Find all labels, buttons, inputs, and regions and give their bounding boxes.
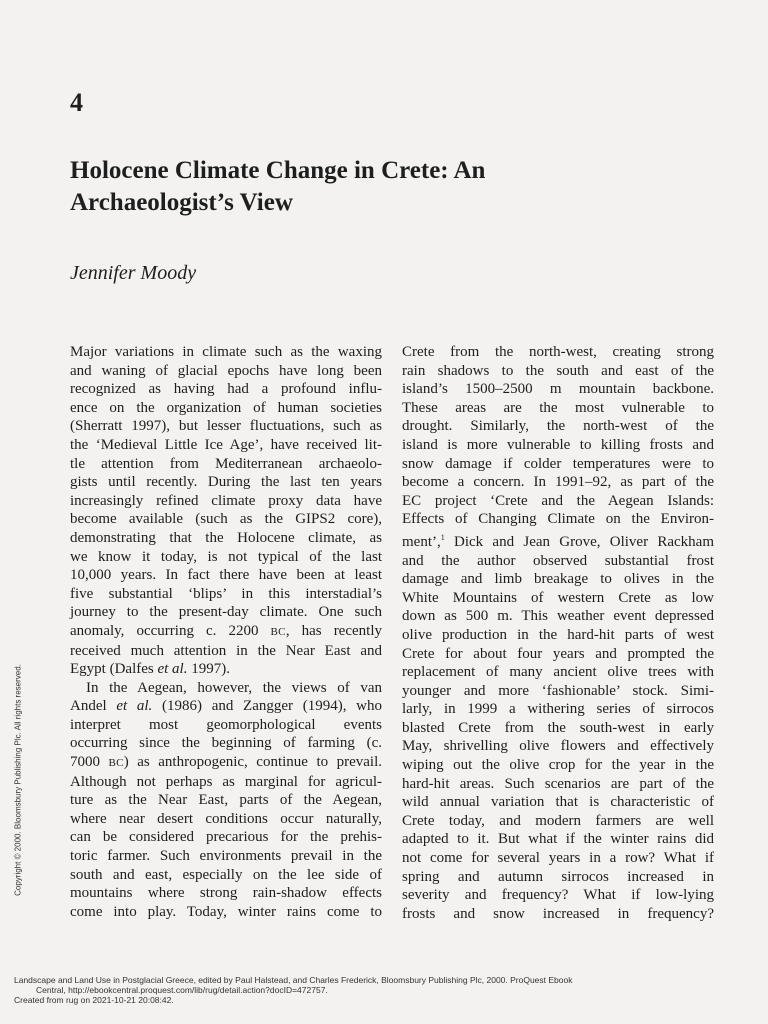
text-line: and waning of glacial epochs have long been [70, 362, 382, 379]
text-line: not come for several years in a row? What if [402, 850, 714, 867]
text-line: island is more vulnerable to killing frosts and [402, 436, 714, 453]
text-line: Effects of Changing Climate on the Environ- [402, 511, 714, 528]
text-line: toric farmer. Such environments prevail in the [70, 848, 382, 865]
text-line: mountains where strong rain-shadow effects [70, 885, 382, 902]
chapter-title-line-1: Holocene Climate Change in Crete: An [70, 157, 486, 184]
text-line: down as 500 m. This weather event depressed [402, 608, 714, 625]
text-line: blasted Crete from the south-west in early [402, 719, 714, 736]
text-line: come into play. Today, winter rains come to [70, 903, 382, 920]
chapter-number: 4 [70, 88, 83, 117]
text-line: rain shadows to the south and east of the [402, 362, 714, 379]
text-line: become a concern. In 1991–92, as part of the [402, 474, 714, 491]
text-line: Major variations in climate such as the waxing [70, 344, 382, 360]
text-line: spring and autumn sirrocos increased in [402, 868, 714, 885]
footer-url: Central, http://ebookcentral.proquest.com/lib/rug/detail.action?docID=472757. [36, 985, 328, 995]
text-line: larly, in 1999 a withering series of sirrocos [402, 701, 714, 718]
text-line: anomaly, occurring c. 2200 BC, has recently [70, 622, 382, 639]
chapter-title-line-2: Archaeologist’s View [70, 189, 293, 216]
page-footer [14, 975, 754, 1005]
text-line: damage and limb breakage to olives in the [402, 571, 714, 588]
text-line: Egypt (Dalfes et al. 1997). [70, 661, 230, 678]
text-line: adapted to it. But what if the winter rains did [402, 831, 714, 848]
text-line: we know it today, is not typical of the last [70, 548, 382, 565]
text-line: the ‘Medieval Little Ice Age’, have received lit- [70, 436, 382, 453]
text-line: drought. Similarly, the north-west of the [402, 418, 714, 435]
text-line: frosts and snow increased in frequency? [402, 905, 714, 922]
text-line: tle attention from Mediterranean archaeolo- [70, 455, 382, 472]
text-line: demonstrating that the Holocene climate, as [70, 529, 382, 546]
text-line: become available (such as the GIPS2 core), [70, 511, 382, 528]
text-line: increasingly refined climate proxy data have [70, 492, 382, 509]
text-line: These areas are the most vulnerable to [402, 399, 714, 416]
text-line: ture as the Near East, parts of the Aegean, [70, 792, 382, 809]
text-line: Crete for about four years and prompted the [402, 645, 714, 662]
text-line: five substantial ‘blips’ in this interstadial’s [70, 585, 382, 602]
text-line: recognized as having had a profound influ- [70, 381, 382, 398]
text-line: younger and more ‘fashionable’ stock. Simi- [402, 682, 714, 699]
text-line: journey to the present-day climate. One such [70, 604, 382, 621]
text-line: Andel et al. (1986) and Zangger (1994), who [70, 698, 382, 715]
text-line: severity and frequency? What if low-lying [402, 887, 714, 904]
text-line: snow damage if colder temperatures were to [402, 455, 714, 472]
text-line: gists until recently. During the last ten years [70, 474, 382, 491]
text-line: interpret most geomorphological events [70, 716, 382, 733]
chapter-title [70, 155, 690, 219]
text-line: island’s 1500–2500 m mountain backbone. [402, 381, 714, 398]
text-line: ence on the organization of human societies [70, 399, 382, 416]
text-line: White Mountains of western Crete as low [402, 589, 714, 606]
text-line: hard-hit areas. Such scenarios are part of the [402, 775, 714, 792]
left-text-column [70, 343, 382, 921]
author-name: Jennifer Moody [70, 262, 197, 284]
text-line: EC project ‘Crete and the Aegean Islands: [402, 492, 714, 509]
copyright-notice: Copyright © 2000. Bloomsbury Publishing Plc. All rights reserved. [13, 664, 23, 896]
text-line: In the Aegean, however, the views of van [86, 679, 382, 696]
text-line: Crete today, and modern farmers are well [402, 812, 714, 829]
text-line: May, shrivelling olive flowers and effectively [402, 738, 714, 755]
text-line: ment’,$^1$ Dick and Jean Grove, Oliver Rackham [402, 532, 714, 550]
text-line: Crete from the north-west, creating strong [402, 344, 714, 360]
text-line: replacement of many ancient olive trees with [402, 664, 714, 681]
text-line: 7000 BC) as anthropogenic, continue to prevail. [70, 754, 382, 771]
text-line: wild annual variation that is characteristic of [402, 794, 714, 811]
text-line: Although not perhaps as marginal for agricul- [70, 773, 382, 790]
text-line: olive production in the hard-hit parts of west [402, 626, 714, 643]
text-line: south and east, especially on the lee side of [70, 866, 382, 883]
text-line: occurring since the beginning of farming (c. [70, 735, 382, 752]
footer-created: Created from rug on 2021-10-21 20:08:42. [14, 995, 174, 1005]
footer-citation: Landscape and Land Use in Postglacial Greece, edited by Paul Halstead, and Charles Frederick, Bloomsbury Publishing Plc, 2000. ProQuest Ebook [14, 975, 573, 985]
text-line: (Sherratt 1997), but lesser fluctuations, such as [70, 418, 382, 435]
text-line: and the author observed substantial frost [402, 552, 714, 569]
text-line: received much attention in the Near East and [70, 642, 382, 659]
text-line: 10,000 years. In fact there have been at least [70, 567, 382, 584]
text-line: wiping out the olive crop for the year in the [402, 757, 714, 774]
text-line: where near desert conditions occur naturally, [70, 810, 382, 827]
text-line: can be considered precarious for the prehis- [70, 829, 382, 846]
right-text-column [402, 343, 714, 923]
